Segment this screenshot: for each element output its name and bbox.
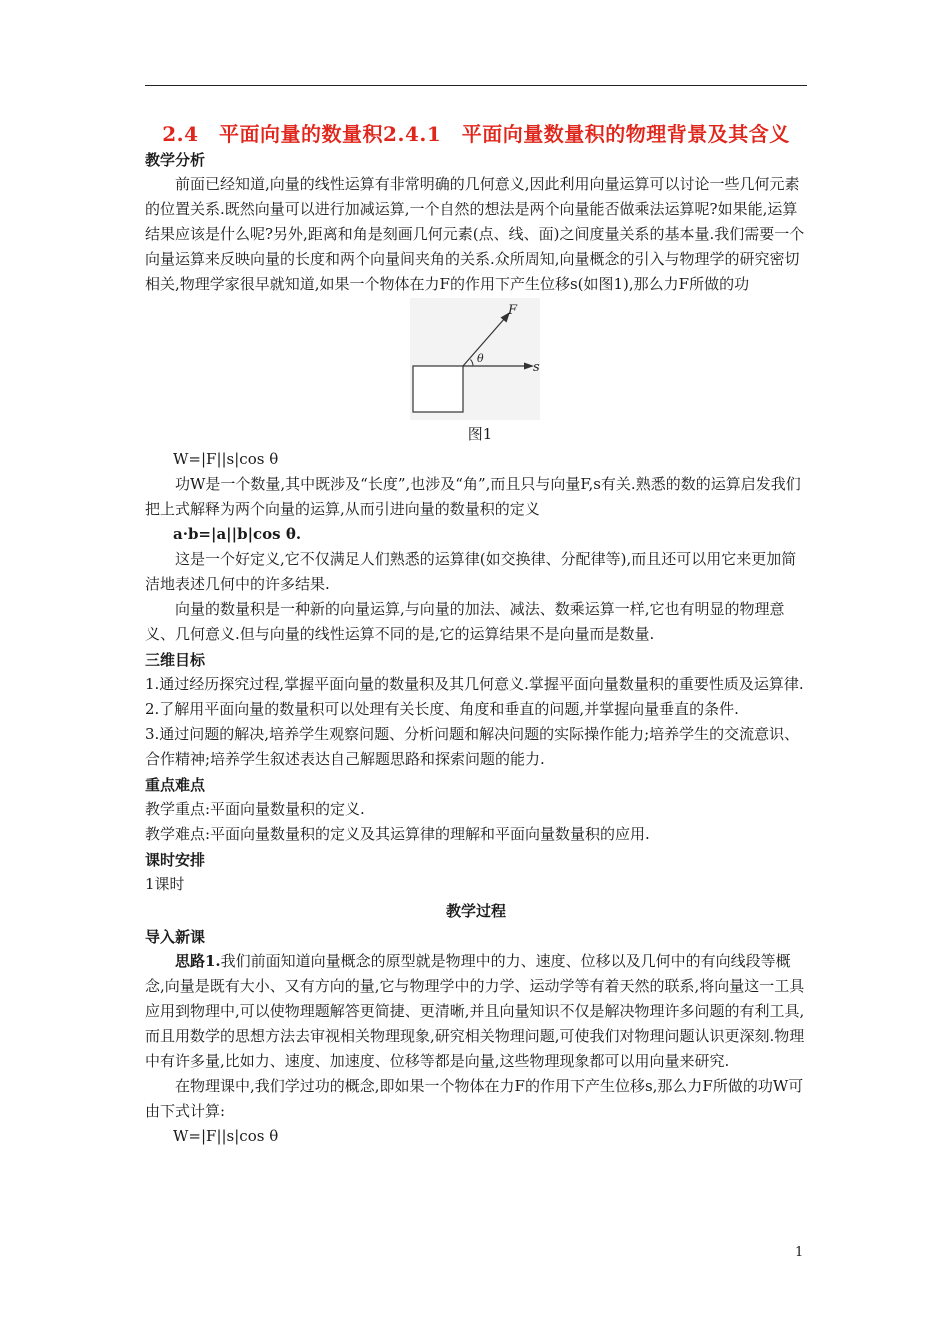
analysis-paragraph-3: 这是一个好定义,它不仅满足人们熟悉的运算律(如交换律、分配律等),而且还可以用它来更加简洁地表述几何中的许多结果. — [145, 550, 797, 593]
page-title: 2.4 平面向量的数量积2.4.1 平面向量数量积的物理背景及其含义 — [162, 122, 790, 146]
formula-work-1: W=|F||s|cos θ — [173, 450, 279, 468]
schedule-text: 1课时 — [145, 875, 185, 893]
keypoints-heading: 重点难点 — [145, 776, 206, 794]
top-rule — [145, 85, 807, 86]
analysis-paragraph-4: 向量的数量积是一种新的向量运算,与向量的加法、减法、数乘运算一样,它也有明显的物理意义、几何意义.但与向量的线性运算不同的是,它的运算结果不是向量而是数量. — [145, 600, 785, 643]
force-label: F — [508, 303, 518, 318]
force-displacement-diagram — [410, 298, 540, 420]
idea-1-text: 我们前面知道向量概念的原型就是物理中的力、速度、位移以及几何中的有向线段等概念,向量是既有大小、又有方向的量,它与物理学中的力学、运动学等有着天然的联系,将向量这一工具应用到物理中,可以使物理题解答更简捷、更清晰,并且向量知识不仅是解决物理许多问题的有利工具,而且用数学的思想方法去审视相关物理现象,研究相关物理问题,可使我们对物理问题认识更深刻.物理中有许多量,比如力、速度、加速度、位移等都是向量,这些物理现象都可以用向量来研究. — [145, 952, 805, 1070]
document-body — [145, 112, 807, 1149]
page-number: 1 — [795, 1245, 804, 1260]
analysis-heading: 教学分析 — [145, 151, 206, 169]
figure-1 — [145, 298, 807, 422]
goal-item-1: 1.通过经历探究过程,掌握平面向量的数量积及其几何意义.掌握平面向量数量积的重要性质及运算律. — [145, 675, 804, 693]
idea-1-paragraph — [145, 949, 807, 1074]
formula-work-2: W=|F||s|cos θ — [173, 1127, 279, 1145]
goal-item-2: 2.了解用平面向量的数量积可以处理有关长度、角度和垂直的问题,并掌握向量垂直的条件. — [145, 700, 739, 718]
goal-item-3: 3.通过问题的解决,培养学生观察问题、分析问题和解决问题的实际操作能力;培养学生的交流意识、合作精神;培养学生叙述表达自己解题思路和探索问题的能力. — [145, 725, 800, 768]
goals-heading: 三维目标 — [145, 651, 206, 669]
process-heading: 教学过程 — [445, 902, 506, 920]
work-paragraph: 在物理课中,我们学过功的概念,即如果一个物体在力F的作用下产生位移s,那么力F所做的功W可由下式计算: — [145, 1077, 804, 1120]
idea-1-label: 思路1. — [175, 952, 221, 970]
figure-caption: 图1 — [467, 425, 493, 443]
schedule-heading: 课时安排 — [145, 851, 206, 869]
displacement-label: s — [533, 360, 540, 375]
angle-label: θ — [477, 352, 484, 365]
analysis-paragraph-1: 前面已经知道,向量的线性运算有非常明确的几何意义,因此利用向量运算可以讨论一些几何元素的位置关系.既然向量可以进行加减运算,一个自然的想法是两个向量能否做乘法运算呢?如果能,运算结果应该是什么呢?另外,距离和角是刻画几何元素(点、线、面)之间度量关系的基本量.我们需要一个向量运算来反映向量的长度和两个向量间夹角的关系.众所周知,向量概念的引入与物理学的研究密切相关,物理学家很早就知道,如果一个物体在力F的作用下产生位移s(如图1),那么力F所做的功 — [145, 175, 805, 293]
analysis-paragraph-2: 功W是一个数量,其中既涉及“长度”,也涉及“角”,而且只与向量F,s有关.熟悉的数的运算启发我们把上式解释为两个向量的运算,从而引进向量的数量积的定义 — [145, 475, 801, 518]
intro-heading: 导入新课 — [145, 928, 206, 946]
teaching-difficulty: 教学难点:平面向量数量积的定义及其运算律的理解和平面向量数量积的应用. — [145, 825, 650, 843]
teaching-focus: 教学重点:平面向量数量积的定义. — [145, 800, 365, 818]
formula-dot-product: a·b=|a||b|cos θ. — [173, 525, 302, 543]
